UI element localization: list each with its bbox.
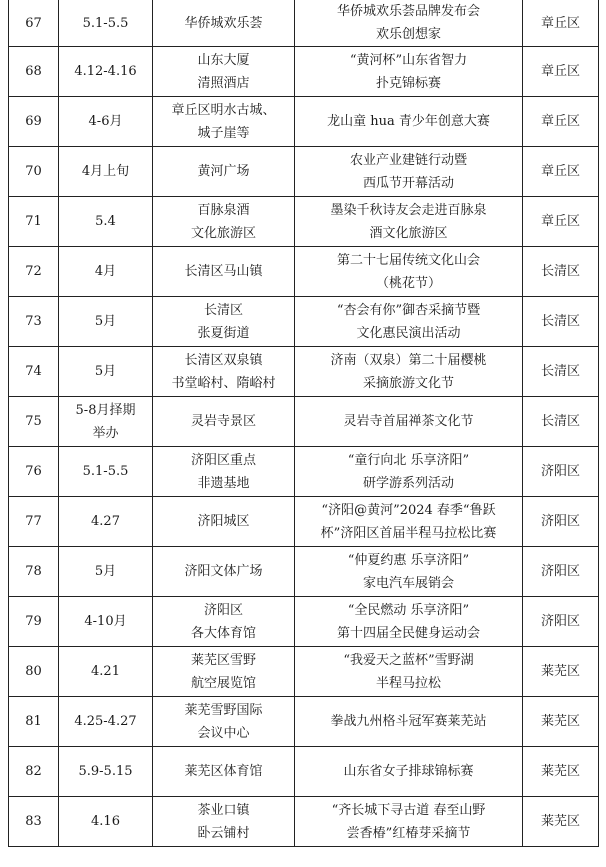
event-region-cell: 济阳区 <box>523 547 599 597</box>
event-venue-line: 会议中心 <box>197 725 250 741</box>
event-venue-line: 城子崖等 <box>197 125 250 141</box>
event-venue-line: 百脉泉酒 <box>197 202 250 218</box>
event-name-cell <box>295 797 523 847</box>
event-name-line: “我爱天之蓝杯”雪野湖 <box>343 652 474 668</box>
event-name-line: 龙山童 hua 青少年创意大赛 <box>327 114 490 129</box>
event-name-line: 研学游系列活动 <box>362 475 454 491</box>
event-venue-cell <box>153 447 295 497</box>
event-name-line: 尝香椿”红椿芽采摘节 <box>346 825 471 841</box>
event-venue-cell <box>153 797 295 847</box>
event-time-line: 4.25-4.27 <box>74 714 137 729</box>
event-name-cell <box>295 697 523 747</box>
table-row <box>9 797 599 847</box>
event-region-cell: 长清区 <box>523 297 599 347</box>
event-venue-line: 长清区双泉镇 <box>184 352 263 368</box>
event-region-cell: 莱芜区 <box>523 697 599 747</box>
event-time-cell <box>59 497 153 547</box>
event-name-cell <box>295 547 523 597</box>
event-region-cell: 章丘区 <box>523 197 599 247</box>
event-name-line: “齐长城下寻古道 春至山野 <box>331 802 486 818</box>
event-region-cell: 济阳区 <box>523 447 599 497</box>
event-time-cell <box>59 547 153 597</box>
event-region-cell: 章丘区 <box>523 97 599 147</box>
event-name-line: 西瓜节开幕活动 <box>362 175 454 191</box>
event-venue-line: 莱芜雪野国际 <box>184 702 263 718</box>
event-name-line: “仲夏约惠 乐享济阳” <box>347 552 470 568</box>
event-time-line: 4-6月 <box>88 114 123 129</box>
event-time-cell <box>59 247 153 297</box>
event-time-line: 5月 <box>94 364 117 379</box>
event-time-cell <box>59 797 153 847</box>
event-region-cell: 长清区 <box>523 347 599 397</box>
event-time-cell <box>59 197 153 247</box>
event-venue-cell <box>153 97 295 147</box>
event-venue-line: 济阳文体广场 <box>184 564 263 579</box>
event-venue-cell <box>153 197 295 247</box>
event-venue-cell <box>153 0 295 47</box>
event-time-line: 4月 <box>94 264 117 279</box>
row-number-cell: 69 <box>9 97 59 147</box>
row-number-cell: 74 <box>9 347 59 397</box>
row-number-cell: 83 <box>9 797 59 847</box>
event-name-cell <box>295 397 523 447</box>
event-venue-line: 莱芜区体育馆 <box>184 764 263 779</box>
event-venue-line: 济阳区 <box>203 602 243 618</box>
event-venue-cell <box>153 747 295 797</box>
event-region-cell: 章丘区 <box>523 0 599 47</box>
event-name-line: 采摘旅游文化节 <box>362 375 454 391</box>
event-name-line: “全民燃动 乐享济阳” <box>347 602 470 618</box>
row-number-cell: 76 <box>9 447 59 497</box>
event-venue-line: 章丘区明水古城、 <box>171 102 276 118</box>
event-region-cell: 章丘区 <box>523 47 599 97</box>
event-name-line: 家电汽车展销会 <box>362 575 454 591</box>
event-name-line: 山东省女子排球锦标赛 <box>343 764 474 779</box>
event-time-line: 4.27 <box>91 514 120 529</box>
event-time-cell <box>59 147 153 197</box>
event-time-line: 4.16 <box>91 814 120 829</box>
event-time-line: 举办 <box>92 425 119 441</box>
event-time-cell <box>59 0 153 47</box>
event-venue-cell <box>153 347 295 397</box>
event-time-cell <box>59 747 153 797</box>
event-time-cell <box>59 97 153 147</box>
event-region-cell: 济阳区 <box>523 497 599 547</box>
table-row <box>9 497 599 547</box>
event-time-line: 5.1-5.5 <box>82 464 129 479</box>
event-time-cell <box>59 697 153 747</box>
event-venue-cell <box>153 547 295 597</box>
event-region-cell: 长清区 <box>523 247 599 297</box>
table-row <box>9 647 599 697</box>
table-row <box>9 0 599 47</box>
row-number-cell: 78 <box>9 547 59 597</box>
event-name-line: “济阳@黄河”2024 春季“鲁跃 <box>321 502 496 518</box>
event-venue-line: 书堂峪村、隋峪村 <box>171 375 276 391</box>
event-region-cell: 济阳区 <box>523 597 599 647</box>
event-venue-cell <box>153 247 295 297</box>
event-venue-line: 济阳区重点 <box>190 452 256 468</box>
event-name-line: 华侨城欢乐荟品牌发布会 <box>336 4 480 19</box>
event-region-cell: 长清区 <box>523 397 599 447</box>
event-name-cell <box>295 597 523 647</box>
event-name-line: 农业产业建链行动暨 <box>349 152 467 168</box>
event-venue-line: 灵岩寺景区 <box>190 414 256 429</box>
table-row <box>9 397 599 447</box>
row-number-cell: 71 <box>9 197 59 247</box>
events-table-body <box>9 0 599 847</box>
event-time-line: 5.1-5.5 <box>82 15 129 31</box>
event-name-line: “杏会有你”御杏采摘节暨 <box>336 302 481 318</box>
table-row <box>9 147 599 197</box>
event-venue-line: 茶业口镇 <box>197 802 250 818</box>
event-time-cell <box>59 297 153 347</box>
event-venue-line: 莱芜区雪野 <box>190 652 256 668</box>
event-venue-cell <box>153 297 295 347</box>
event-venue-cell <box>153 647 295 697</box>
event-name-line: 杯”济阳区首届半程马拉松比赛 <box>320 525 497 541</box>
event-time-cell <box>59 447 153 497</box>
event-name-line: 半程马拉松 <box>375 675 441 691</box>
event-venue-cell <box>153 597 295 647</box>
event-time-cell <box>59 47 153 97</box>
row-number-cell: 80 <box>9 647 59 697</box>
event-time-line: 5-8月择期 <box>75 402 136 418</box>
event-name-line: 墨染千秋诗友会走进百脉泉 <box>330 202 487 218</box>
event-name-cell <box>295 447 523 497</box>
event-venue-cell <box>153 147 295 197</box>
event-time-line: 4.21 <box>91 664 120 679</box>
event-time-line: 5.4 <box>95 214 116 229</box>
row-number-cell: 68 <box>9 47 59 97</box>
event-venue-line: 华侨城欢乐荟 <box>184 15 263 31</box>
event-name-cell <box>295 147 523 197</box>
event-name-line: 第二十七届传统文化山会 <box>336 252 480 268</box>
table-row <box>9 447 599 497</box>
event-name-cell <box>295 497 523 547</box>
event-name-line: 第十四届全民健身运动会 <box>336 625 480 641</box>
event-venue-line: 清照酒店 <box>197 75 250 91</box>
event-venue-line: 航空展览馆 <box>190 675 256 691</box>
event-name-line: “童行向北 乐享济阳” <box>347 452 470 468</box>
row-number-cell: 79 <box>9 597 59 647</box>
event-name-line: 济南（双泉）第二十届樱桃 <box>330 352 487 368</box>
event-venue-cell <box>153 397 295 447</box>
table-row <box>9 347 599 397</box>
row-number-cell: 70 <box>9 147 59 197</box>
event-venue-line: 济阳城区 <box>197 514 250 529</box>
event-venue-line: 非遗基地 <box>197 475 250 491</box>
event-name-line: 灵岩寺首届禅茶文化节 <box>343 414 474 429</box>
event-venue-line: 黄河广场 <box>197 164 250 179</box>
event-region-cell: 章丘区 <box>523 147 599 197</box>
event-name-cell <box>295 247 523 297</box>
event-time-line: 5.9-5.15 <box>78 764 133 779</box>
event-time-line: 4.12-4.16 <box>74 64 137 79</box>
event-name-line: 酒文化旅游区 <box>369 225 448 241</box>
row-number-cell: 72 <box>9 247 59 297</box>
table-row <box>9 747 599 797</box>
event-venue-line: 各大体育馆 <box>190 625 256 641</box>
event-name-cell <box>295 297 523 347</box>
event-name-line: （桃花节） <box>375 275 441 291</box>
event-venue-cell <box>153 47 295 97</box>
table-row <box>9 597 599 647</box>
row-number-cell: 67 <box>9 0 59 47</box>
event-time-cell <box>59 347 153 397</box>
event-region-cell: 莱芜区 <box>523 747 599 797</box>
event-venue-cell <box>153 497 295 547</box>
event-name-cell <box>295 197 523 247</box>
table-row <box>9 547 599 597</box>
event-name-line: 欢乐创想家 <box>375 27 441 42</box>
row-number-cell: 77 <box>9 497 59 547</box>
table-row <box>9 197 599 247</box>
events-table <box>8 0 599 847</box>
table-row <box>9 47 599 97</box>
row-number-cell: 75 <box>9 397 59 447</box>
event-time-line: 4月上旬 <box>81 164 130 179</box>
event-name-cell <box>295 647 523 697</box>
event-time-cell <box>59 647 153 697</box>
event-time-cell <box>59 597 153 647</box>
event-time-line: 5月 <box>94 564 117 579</box>
event-venue-line: 文化旅游区 <box>190 225 256 241</box>
event-name-line: 拳战九州格斗冠军赛莱芜站 <box>330 714 487 729</box>
table-row <box>9 297 599 347</box>
event-venue-line: 卧云铺村 <box>197 825 250 841</box>
event-venue-line: 长清区 <box>203 302 243 318</box>
event-name-line: “黄河杯”山东省智力 <box>349 52 468 68</box>
event-name-cell <box>295 747 523 797</box>
event-name-line: 扑克锦标赛 <box>375 75 441 91</box>
event-venue-line: 张夏街道 <box>197 325 250 341</box>
event-region-cell: 莱芜区 <box>523 647 599 697</box>
event-region-cell: 莱芜区 <box>523 797 599 847</box>
event-name-cell <box>295 97 523 147</box>
table-row <box>9 97 599 147</box>
event-venue-line: 山东大厦 <box>197 52 250 68</box>
table-row <box>9 247 599 297</box>
table-row <box>9 697 599 747</box>
event-time-line: 4-10月 <box>84 614 127 629</box>
row-number-cell: 81 <box>9 697 59 747</box>
row-number-cell: 73 <box>9 297 59 347</box>
event-name-cell <box>295 47 523 97</box>
event-venue-cell <box>153 697 295 747</box>
row-number-cell: 82 <box>9 747 59 797</box>
event-name-cell <box>295 0 523 47</box>
event-time-cell <box>59 397 153 447</box>
event-venue-line: 长清区马山镇 <box>184 264 263 279</box>
event-name-line: 文化惠民演出活动 <box>356 325 461 341</box>
event-time-line: 5月 <box>94 314 117 329</box>
event-name-cell <box>295 347 523 397</box>
